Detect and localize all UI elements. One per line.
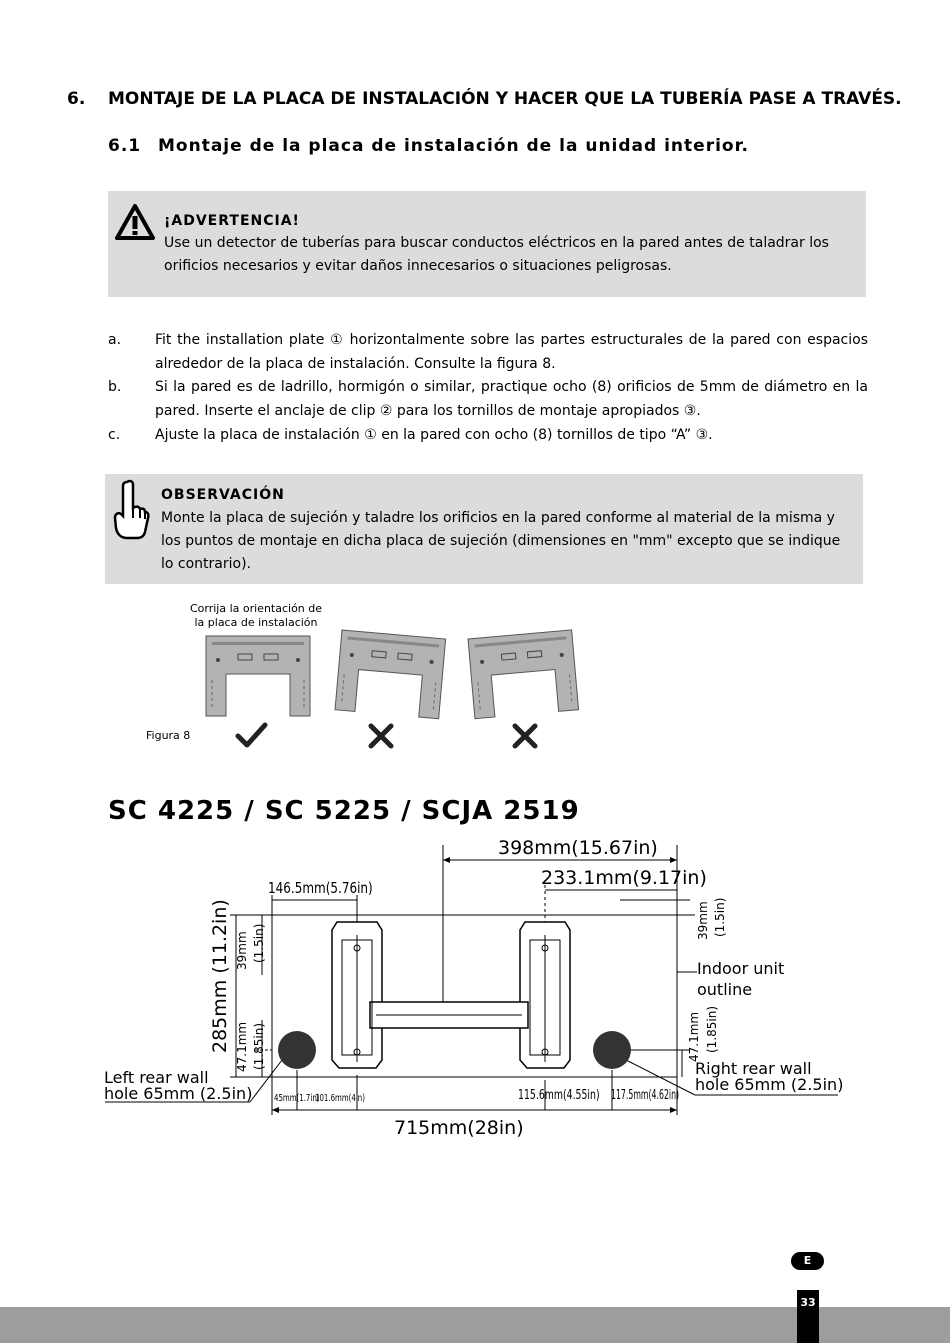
warning-line: orificios necesarios y evitar daños innecesarios o situaciones peligrosas.: [164, 258, 672, 274]
dim-285-text: 285mm (11.2in): [209, 899, 231, 1053]
dim-39-left-text: 39mm: [235, 931, 249, 970]
right-hole-label: hole 65mm (2.5in): [695, 1075, 844, 1094]
dim-39-left-in-text: (1.5in): [252, 923, 266, 963]
subsection-number: 6.1: [108, 136, 142, 156]
right-wall-hole: [593, 1031, 631, 1069]
dim-117-text: 117.5mm(4.62in): [611, 1086, 680, 1103]
right-hole-label: Right rear wall: [695, 1059, 812, 1078]
note-line: los puntos de montaje en dicha placa de sujeción (dimensiones en "mm" excepto que se indique: [161, 533, 841, 549]
figure-label: Figura 8: [146, 729, 191, 742]
left-hole-label: hole 65mm (2.5in): [104, 1084, 253, 1103]
step-label: a.: [108, 332, 122, 348]
dim-47-left-in-text: (1.85in): [252, 1022, 266, 1070]
caption-line: Corrija la orientación de: [189, 602, 323, 615]
section-number: 6.: [67, 89, 86, 109]
dim-47-right-in-text: (1.85in): [705, 1005, 719, 1053]
subsection-title: Montaje de la placa de instalación de la unidad interior.: [158, 136, 749, 156]
dim-39-right-text: 39mm: [696, 901, 710, 940]
dim-233-text: 233.1mm(9.17in): [541, 867, 707, 889]
step-text: Fit the installation plate ① horizontalmente sobre las partes estructurales de la pared con espacios alrededor de la placa de instalación. Consulte la figura 8.: [155, 332, 868, 372]
dim-101-text: 101.6mm(4in): [315, 1092, 365, 1105]
step-label: c.: [108, 427, 121, 443]
dim-45-text: 45mm(1.7in): [274, 1092, 320, 1105]
language-badge: E: [791, 1252, 824, 1270]
page-number: 33: [797, 1290, 819, 1343]
dim-47-left-text: 47.1mm: [235, 1021, 249, 1072]
dim-146-text: 146.5mm(5.76in): [268, 879, 373, 898]
note-line: lo contrario).: [161, 556, 251, 572]
model-title: SC 4225 / SC 5225 / SCJA 2519: [108, 796, 580, 826]
note-line: Monte la placa de sujeción y taladre los orificios en la pared conforme al material de la misma y: [161, 510, 835, 526]
step-text: Si la pared es de ladrillo, hormigón o similar, practique ocho (8) orificios de 5mm de diámetro en la pared. Inserte el anclaje de clip ② para los tornillos de montaje apropiados ③.: [155, 379, 868, 419]
dim-398-text: 398mm(15.67in): [498, 837, 658, 859]
dim-47-right-text: 47.1mm: [687, 1011, 701, 1062]
dim-39-right-in-text: (1.5in): [713, 897, 727, 937]
dim-715-text: 715mm(28in): [394, 1117, 524, 1139]
step-label: b.: [108, 379, 122, 395]
indoor-outline-label: outline: [697, 980, 753, 999]
warning-title: ¡ADVERTENCIA!: [164, 213, 300, 229]
step-text: Ajuste la placa de instalación ① en la pared con ocho (8) tornillos de tipo “A” ③.: [155, 427, 713, 443]
note-title: OBSERVACIÓN: [161, 487, 285, 503]
left-hole-label: Left rear wall: [104, 1068, 209, 1087]
warning-line: Use un detector de tuberías para buscar conductos eléctricos en la pared antes de taladrar los: [164, 235, 829, 251]
left-wall-hole: [278, 1031, 316, 1069]
dim-115-text: 115.6mm(4.55in): [518, 1086, 600, 1103]
section-title: MONTAJE DE LA PLACA DE INSTALACIÓN Y HACER QUE LA TUBERÍA PASE A TRAVÉS.: [108, 89, 902, 109]
caption-line: la placa de instalación: [194, 616, 318, 629]
indoor-outline-label: Indoor unit: [697, 959, 785, 978]
